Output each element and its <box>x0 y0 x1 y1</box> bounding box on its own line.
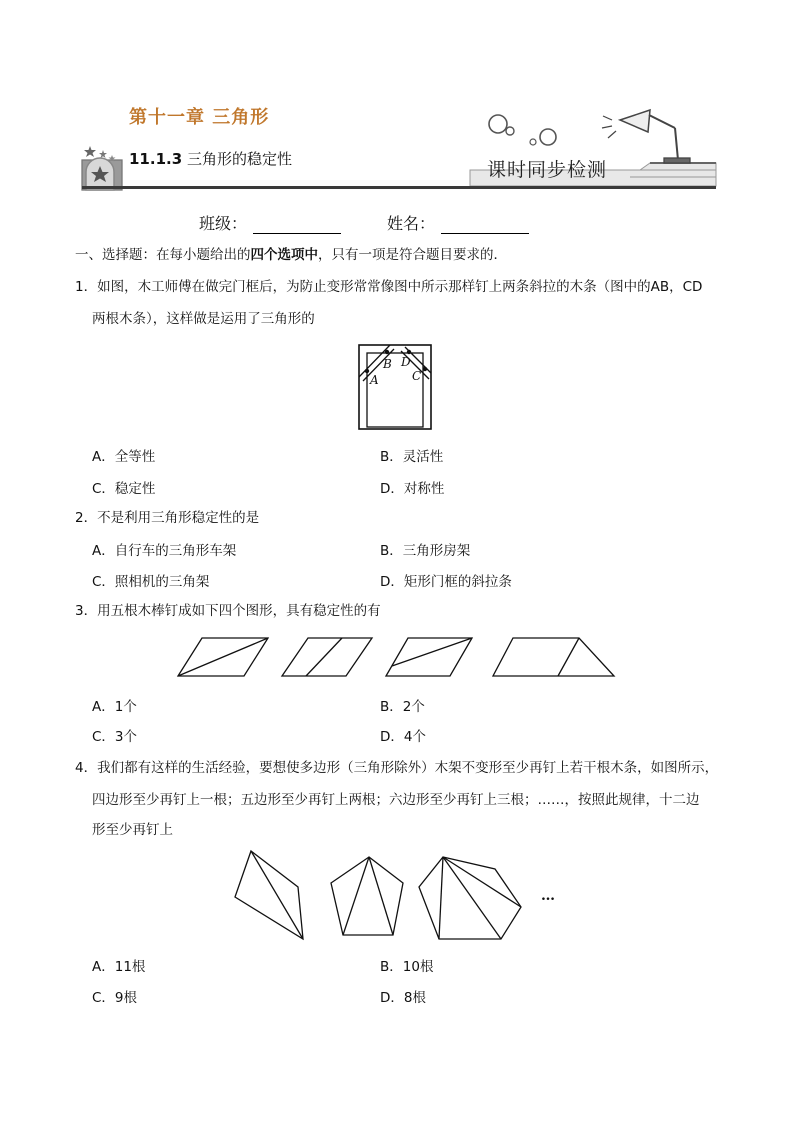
shape-1 <box>178 638 268 676</box>
option-b[interactable]: B．10根 <box>380 959 434 975</box>
section-title <box>129 148 292 169</box>
question-text: 用五根木棒钉成如下四个图形，具有稳定性的有 <box>97 603 381 619</box>
polygon-braces-figure <box>233 847 573 947</box>
name-label: 姓名： <box>387 214 436 233</box>
bubble-icon <box>540 129 556 145</box>
star-icon <box>84 146 96 157</box>
question-text: 我们都有这样的生活经验，要想使多边形（三角形除外）木架不变形至少再钉上若干根木条，如图所示， <box>97 760 719 776</box>
bubble-icon <box>530 139 536 145</box>
option-b[interactable]: B．灵活性 <box>380 449 444 465</box>
header-divider <box>82 186 716 189</box>
shape-3 <box>386 638 472 676</box>
header-decoration <box>0 0 794 200</box>
question-number: 4． <box>75 760 98 776</box>
lamp-icon <box>602 110 690 163</box>
option-c[interactable]: C．稳定性 <box>92 481 156 497</box>
quadrilateral <box>235 851 303 939</box>
star-icon <box>99 150 107 158</box>
figure-ellipsis: … <box>541 888 555 904</box>
option-a[interactable]: A．1个 <box>92 699 137 715</box>
option-d[interactable]: D．4个 <box>380 729 426 745</box>
option-d[interactable]: D．8根 <box>380 990 426 1006</box>
bubble-icon <box>489 115 507 133</box>
banner-text: 课时同步检测 <box>487 159 608 181</box>
question-4-line3: 形至少再钉上 <box>92 822 173 838</box>
option-a[interactable]: A．全等性 <box>92 449 156 465</box>
instructions-suffix: ，只有一项是符合题目要求的． <box>318 247 507 263</box>
instructions <box>75 244 507 266</box>
question-3 <box>75 600 725 622</box>
class-label: 班级： <box>199 214 248 233</box>
bubble-icon <box>506 127 514 135</box>
question-1 <box>75 276 725 298</box>
option-a[interactable]: A．11根 <box>92 959 146 975</box>
instructions-emph: 四个选项中 <box>250 247 318 263</box>
question-4-line2: 四边形至少再钉上一根；五边形至少再钉上两根；六边形至少再钉上三根；……，按照此规律，十二边 <box>92 792 700 808</box>
hexagon <box>419 857 521 939</box>
section-number: 11.1.3 <box>129 150 183 168</box>
class-blank[interactable] <box>253 217 341 234</box>
question-number: 2． <box>75 510 98 526</box>
shape-4 <box>493 638 614 676</box>
option-c[interactable]: C．9根 <box>92 990 138 1006</box>
question-number: 3． <box>75 603 98 619</box>
name-field <box>387 211 529 234</box>
option-b[interactable]: B．2个 <box>380 699 425 715</box>
option-c[interactable]: C．照相机的三角架 <box>92 574 210 590</box>
option-a[interactable]: A．自行车的三角形车架 <box>92 543 237 559</box>
door-frame-figure <box>357 343 437 433</box>
option-d[interactable]: D．矩形门框的斜拉条 <box>380 574 512 590</box>
question-number: 1． <box>75 279 98 295</box>
chapter-title: 第十一章 三角形 <box>129 107 270 128</box>
figure-label-c: C <box>412 369 422 383</box>
figure-label-a: A <box>370 373 379 387</box>
instructions-prefix: 一、选择题：在每小题给出的 <box>75 247 251 263</box>
question-2 <box>75 507 725 529</box>
question-4 <box>75 757 725 779</box>
class-field <box>199 211 341 234</box>
option-b[interactable]: B．三角形房架 <box>380 543 471 559</box>
stick-shapes-figure <box>178 634 638 684</box>
pentagon <box>331 857 403 935</box>
figure-label-d: D <box>401 355 411 369</box>
question-text: 如图，木工师傅在做完门框后，为防止变形常常像图中所示那样钉上两条斜拉的木条（图中的AB，CD <box>97 279 703 295</box>
shape-2 <box>282 638 372 676</box>
option-c[interactable]: C．3个 <box>92 729 138 745</box>
option-d[interactable]: D．对称性 <box>380 481 445 497</box>
section-name: 三角形的稳定性 <box>186 150 292 168</box>
question-1-line2: 两根木条），这样做是运用了三角形的 <box>92 311 315 327</box>
name-blank[interactable] <box>441 217 529 234</box>
question-text: 不是利用三角形稳定性的是 <box>97 510 260 526</box>
figure-label-b: B <box>383 357 392 371</box>
